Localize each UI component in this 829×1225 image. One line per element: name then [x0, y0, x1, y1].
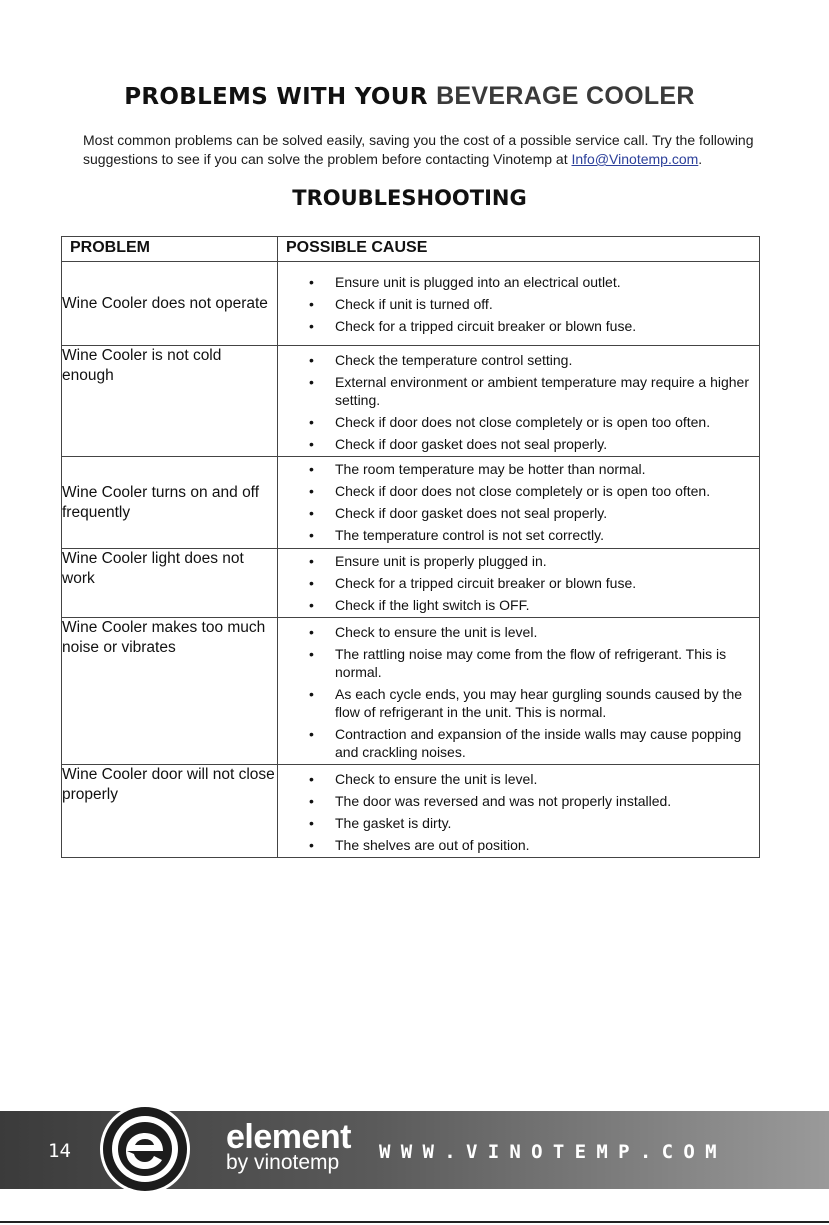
cause-item: • As each cycle ends, you may hear gurgling sounds caused by the flow of refrigerant in the unit. This is normal. — [278, 685, 751, 721]
title-main: PROBLEMS WITH YOUR — [124, 84, 437, 110]
problem-cell — [62, 346, 278, 457]
problem-text: Wine Cooler does not operate — [62, 294, 268, 312]
cause-item: • The room temperature may be hotter than normal. — [278, 460, 751, 478]
cause-item: • Check if door gasket does not seal properly. — [278, 504, 751, 522]
cause-cell — [278, 549, 760, 618]
table-row — [62, 457, 760, 549]
cause-item: • The temperature control is not set correctly. — [278, 526, 751, 544]
brand-line-2: by vinotemp — [226, 1151, 340, 1174]
cause-item: • Check to ensure the unit is level. — [278, 770, 751, 788]
cause-item: • Check if door does not close completely or is open too often. — [278, 413, 751, 431]
email-link[interactable]: Info@Vinotemp.com — [571, 151, 699, 167]
cause-item: • The gasket is dirty. — [278, 814, 751, 832]
table-row — [62, 618, 760, 765]
cause-cell — [278, 457, 760, 549]
brand-wordmark — [226, 1118, 351, 1174]
e-glyph-icon — [103, 1107, 187, 1191]
table-row — [62, 765, 760, 858]
cause-item: • Check the temperature control setting. — [278, 351, 751, 369]
bottom-divider — [0, 1221, 829, 1223]
cause-cell — [278, 618, 760, 765]
section-subtitle: TROUBLESHOOTING — [292, 186, 527, 210]
page-title — [0, 82, 819, 111]
cause-list — [278, 549, 759, 617]
element-e-logo-icon — [100, 1104, 190, 1194]
table-row — [62, 549, 760, 618]
brand-line-1: element — [226, 1118, 351, 1156]
problem-cell — [62, 262, 278, 346]
cause-item: • Ensure unit is properly plugged in. — [278, 552, 751, 570]
cause-cell — [278, 262, 760, 346]
intro-text: Most common problems can be solved easily, saving you the cost of a possible service call. Try the following suggestions to see if you can solve the problem before contacting Vinotemp at — [83, 132, 754, 167]
cause-item: • Check if door does not close completely or is open too often. — [278, 482, 751, 500]
problem-cell — [62, 618, 278, 765]
problem-text: Wine Cooler light does not work — [62, 550, 244, 587]
cause-item: • Check if the light switch is OFF. — [278, 596, 751, 614]
cause-cell — [278, 765, 760, 858]
problem-text: Wine Cooler door will not close properly — [62, 766, 275, 803]
cause-item: • The shelves are out of position. — [278, 836, 751, 854]
cause-list — [278, 262, 759, 338]
cause-item: • External environment or ambient temperature may require a higher setting. — [278, 373, 751, 409]
cause-list — [278, 618, 759, 764]
problem-cell — [62, 549, 278, 618]
cause-item: • Check if door gasket does not seal properly. — [278, 435, 751, 453]
column-header-cause: POSSIBLE CAUSE — [278, 237, 760, 262]
page-number: 14 — [48, 1140, 71, 1162]
cause-cell — [278, 346, 760, 457]
problem-text: Wine Cooler is not cold enough — [62, 347, 222, 384]
cause-item: • The door was reversed and was not properly installed. — [278, 792, 751, 810]
cause-item: • Check for a tripped circuit breaker or blown fuse. — [278, 317, 751, 335]
cause-item: • Ensure unit is plugged into an electrical outlet. — [278, 273, 751, 291]
problem-text: Wine Cooler turns on and off frequently — [62, 483, 260, 521]
problem-cell — [62, 765, 278, 858]
cause-item: • Check for a tripped circuit breaker or blown fuse. — [278, 574, 751, 592]
cause-item: • Contraction and expansion of the inside walls may cause popping and crackling noises. — [278, 725, 751, 761]
cause-list — [278, 346, 759, 456]
title-accent: BEVERAGE COOLER — [436, 82, 695, 110]
cause-list — [278, 457, 759, 547]
column-header-problem: PROBLEM — [62, 237, 278, 262]
cause-item: • Check to ensure the unit is level. — [278, 623, 751, 641]
intro-end: . — [698, 151, 703, 167]
cause-item: • The rattling noise may come from the flow of refrigerant. This is normal. — [278, 645, 751, 681]
table-row — [62, 262, 760, 346]
website-url: WWW.VINOTEMP.COM — [379, 1141, 727, 1163]
cause-list — [278, 765, 759, 857]
table-row — [62, 346, 760, 457]
troubleshooting-table — [61, 236, 760, 858]
cause-item: • Check if unit is turned off. — [278, 295, 751, 313]
problem-cell — [62, 457, 278, 549]
intro-paragraph — [83, 131, 763, 169]
table-header-row — [62, 237, 760, 262]
problem-text: Wine Cooler makes too much noise or vibrates — [62, 619, 266, 656]
